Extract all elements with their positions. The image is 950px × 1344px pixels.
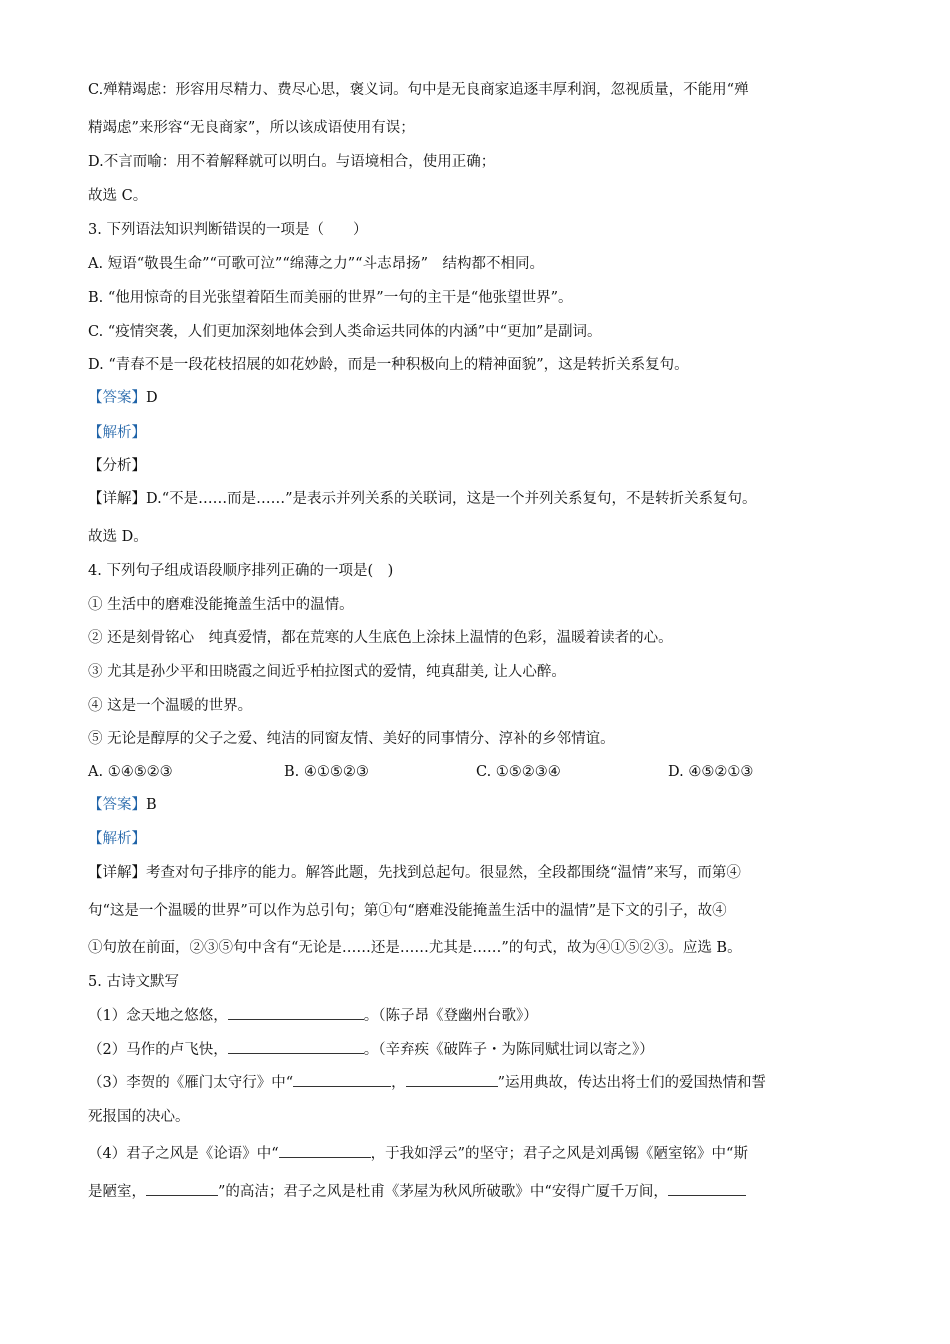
q3-option-d: D. “青春不是一段花枝招展的如花妙龄，而是一种积极向上的精神面貌”，这是转折关系复句。: [88, 357, 689, 373]
q4-sentence-5: ⑤ 无论是醇厚的父子之爱、纯洁的同窗友情、美好的同事情分、淳补的乡邻情谊。: [88, 731, 615, 747]
detail-text: D.“不是……而是……”是表示并列关系的关联词，这是一个并列关系复句，不是转折关系复句。: [146, 491, 757, 507]
q5-item-4-line-2: [88, 1181, 880, 1202]
item-text: （2）马作的卢飞快，: [88, 1042, 228, 1058]
item-text: 。（陈子昂《登幽州台歌》）: [363, 1008, 538, 1024]
item-text: 是陋室，: [88, 1184, 146, 1200]
q4-option-d: D. ④⑤②①③: [668, 764, 754, 780]
answer-blank[interactable]: [146, 1181, 218, 1196]
q5-item-3-line-1: [88, 1072, 880, 1093]
answer-blank[interactable]: [668, 1181, 746, 1196]
q4-detail-line-3: ①句放在前面，②③⑤句中含有“无论是……还是……尤其是……”的句式，故为④①⑤②③。应选 B。: [88, 940, 742, 956]
q3-answer: [88, 388, 880, 408]
item-text: （3）李贺的《雁门太守行》中“: [88, 1075, 294, 1091]
item-text: ”的高洁；君子之风是杜甫《茅屋为秋风所破歌》中“安得广厦千万间，: [218, 1184, 668, 1200]
detail-tag: 【详解】: [88, 491, 146, 507]
answer-value: B: [146, 797, 157, 813]
item-text: ”运用典故，传达出将士们的爱国热情和誓: [497, 1075, 767, 1091]
item-text: （4）君子之风是《论语》中“: [88, 1146, 279, 1162]
item-text: （1）念天地之悠悠，: [88, 1008, 228, 1024]
q4-sentence-4: ④ 这是一个温暖的世界。: [88, 698, 253, 714]
item-text: 。（辛弃疾《破阵子・为陈同赋壮词以寄之》）: [363, 1042, 654, 1058]
q5-item-3-line-2: 死报国的决心。: [88, 1109, 190, 1125]
q3-option-a: A. 短语“敬畏生命”“可歌可泣”“绵薄之力”“斗志昂扬” 结构都不相同。: [88, 256, 544, 272]
answer-tag: 【答案】: [88, 390, 146, 406]
q5-stem: 5. 古诗文默写: [88, 974, 179, 990]
q3-option-b: B. “他用惊奇的目光张望着陌生而美丽的世界”一句的主干是“他张望世界”。: [88, 290, 573, 306]
q3-analysis-tag: 【解析】: [88, 425, 146, 441]
q4-sentence-2: ② 还是刻骨铭心 纯真爱情，都在荒寒的人生底色上涂抹上温情的色彩，温暖着读者的心。: [88, 630, 673, 646]
d-explanation-line: D.不言而喻：用不着解释就可以明白。与语境相合，使用正确；: [88, 154, 496, 170]
answer-value: D: [146, 390, 158, 406]
q4-detail-line-1: [88, 863, 880, 883]
q4-option-b: B. ④①⑤②③: [284, 764, 369, 780]
q3-stem: 3. 下列语法知识判断错误的一项是（ ）: [88, 222, 368, 238]
q4-answer: [88, 795, 880, 815]
q3-option-c: C. “疫情突袭，人们更加深刻地体会到人类命运共同体的内涵”中“更加”是副词。: [88, 324, 602, 340]
answer-blank[interactable]: [228, 1039, 364, 1054]
q4-analysis-tag: 【解析】: [88, 831, 146, 847]
q5-item-2: [88, 1039, 880, 1060]
detail-text: 考查对句子排序的能力。解答此题，先找到总起句。很显然，全段都围绕“温情”来写，而第④: [146, 865, 741, 881]
answer-blank[interactable]: [279, 1143, 371, 1158]
q5-item-1: [88, 1005, 880, 1026]
c-explanation-line-2: 精竭虑”来形容“无良商家”，所以该成语使用有误；: [88, 120, 415, 136]
c-explanation-line-1: C.殚精竭虑：形容用尽精力、费尽心思，褒义词。句中是无良商家追逐丰厚利润，忽视质量，不能用“殚: [88, 82, 749, 98]
q4-sentence-3: ③ 尤其是孙少平和田晓霞之间近乎柏拉图式的爱情，纯真甜美, 让人心醉。: [88, 664, 566, 680]
q4-option-a: A. ①④⑤②③: [88, 764, 173, 780]
q3-fenxi-tag: 【分析】: [88, 458, 146, 474]
q2-conclusion: 故选 C。: [88, 188, 148, 204]
q4-stem: 4. 下列句子组成语段顺序排列正确的一项是( ): [88, 563, 394, 579]
item-text: ，: [391, 1075, 406, 1091]
q4-option-c: C. ①⑤②③④: [476, 764, 561, 780]
detail-tag: 【详解】: [88, 865, 146, 881]
answer-blank[interactable]: [406, 1072, 498, 1087]
answer-blank[interactable]: [293, 1072, 391, 1087]
item-text: ，于我如浮云”的坚守；君子之风是刘禹锡《陋室铭》中“斯: [370, 1146, 748, 1162]
answer-tag: 【答案】: [88, 797, 146, 813]
q4-detail-line-2: 句“这是一个温暖的世界”可以作为总引句；第①句“磨难没能掩盖生活中的温情”是下文的引子，故④: [88, 903, 727, 919]
q5-item-4-line-1: [88, 1143, 880, 1164]
q3-detail: [88, 489, 880, 509]
q4-sentence-1: ① 生活中的磨难没能掩盖生活中的温情。: [88, 597, 354, 613]
q3-conclusion: 故选 D。: [88, 529, 148, 545]
answer-blank[interactable]: [228, 1005, 364, 1020]
